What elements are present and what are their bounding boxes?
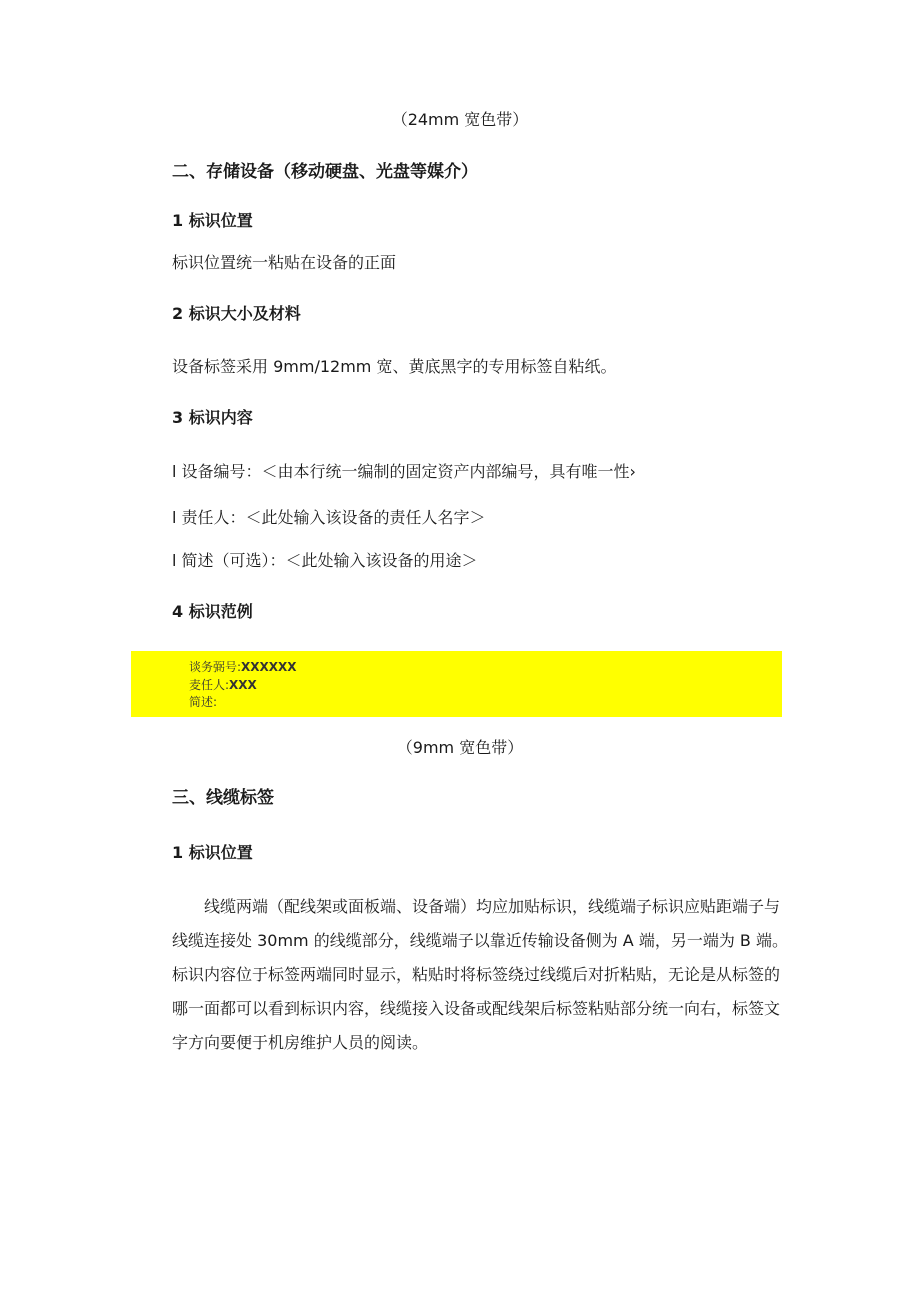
content-item-desc: l 简述（可选）：＜此处输入该设备的用途＞ xyxy=(172,551,478,570)
content-item-id: l 设备编号：＜由本行统一编制的固定资产内部编号，具有唯一性› xyxy=(172,462,636,481)
section-2-1-text: 标识位置统一粘贴在设备的正面 xyxy=(172,253,397,272)
section-2-4-title: 4 标识范例 xyxy=(172,602,253,621)
section-2-2-text: 设备标签采用 9mm∕12mm 宽、黄底黑字的专用标签自粘纸。 xyxy=(172,357,617,376)
section-3-paragraph xyxy=(172,890,792,1060)
example-id-label: 谈务弼号: xyxy=(189,660,242,674)
content-item-owner: l 责任人：＜此处输入该设备的责任人名字＞ xyxy=(172,508,486,527)
section-3-title: 三、线缆标签 xyxy=(172,788,274,808)
example-label xyxy=(131,651,782,717)
example-desc-label: 简述: xyxy=(189,695,218,709)
paragraph-line: 线缆连接处 30mm 的线缆部分，线缆端子以靠近传输设备侧为 A 端，另一端为 B 端。 xyxy=(172,931,788,950)
example-id-value: XXXXXX xyxy=(241,660,297,674)
example-line-desc xyxy=(189,695,217,709)
example-owner-value: XXX xyxy=(229,678,257,692)
section-2-2-title: 2 标识大小及材料 xyxy=(172,304,301,323)
caption-9mm: （9mm 宽色带） xyxy=(396,738,524,757)
caption-24mm: （24mm 宽色带） xyxy=(391,110,529,129)
example-line-owner xyxy=(189,678,257,692)
paragraph-line: 哪一面都可以看到标识内容，线缆接入设备或配线架后标签粘贴部分统一向右，标签文 xyxy=(172,999,781,1018)
paragraph-line: 字方向要便于机房维护人员的阅读。 xyxy=(172,1033,429,1052)
section-2-1-title: 1 标识位置 xyxy=(172,211,253,230)
paragraph-line: 标识内容位于标签两端同时显示，粘贴时将标签绕过线缆后对折粘贴，无论是从标签的 xyxy=(172,965,781,984)
example-line-id xyxy=(189,660,297,674)
section-2-3-title: 3 标识内容 xyxy=(172,408,253,427)
example-owner-label: 麦任人: xyxy=(189,678,230,692)
paragraph-line: 线缆两端（配线架或面板端、设备端）均应加贴标识，线缆端子标识应贴距端子与 xyxy=(204,897,781,916)
section-3-1-title: 1 标识位置 xyxy=(172,843,253,862)
section-2-title: 二、存储设备（移动硬盘、光盘等媒介） xyxy=(172,162,478,182)
